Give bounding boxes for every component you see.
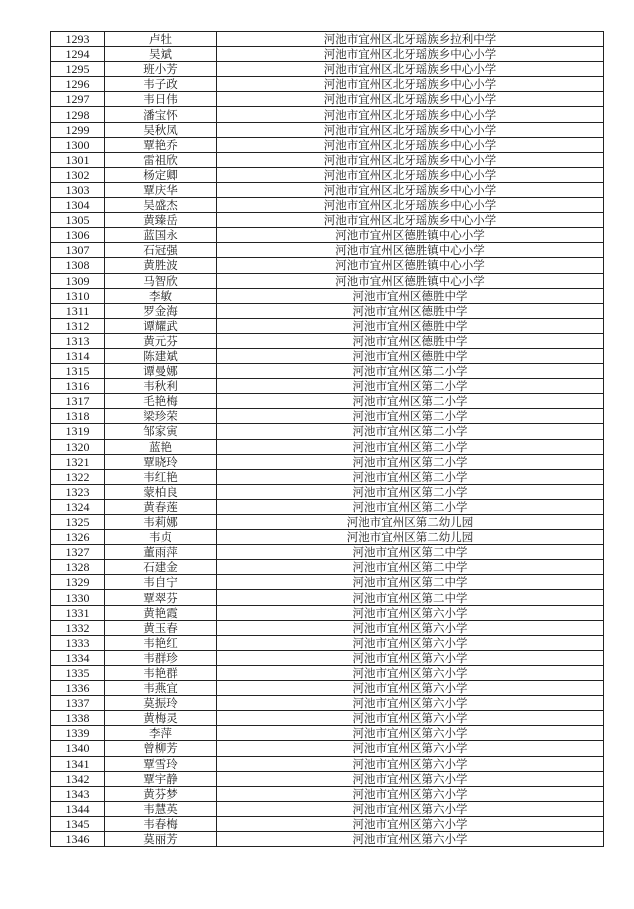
teacher-name-cell: 韦自宁 <box>105 575 217 590</box>
school-name-cell: 河池市宜州区第二小学 <box>217 484 604 499</box>
teacher-name-cell: 黄芬梦 <box>105 786 217 801</box>
table-row <box>51 198 604 213</box>
school-name-cell: 河池市宜州区德胜中学 <box>217 318 604 333</box>
school-name-cell: 河池市宜州区第六小学 <box>217 711 604 726</box>
school-name-cell: 河池市宜州区第六小学 <box>217 816 604 831</box>
school-name-cell: 河池市宜州区北牙瑶族乡中心小学 <box>217 182 604 197</box>
school-name-cell: 河池市宜州区德胜中学 <box>217 333 604 348</box>
table-row <box>51 801 604 816</box>
row-number-cell: 1326 <box>51 530 105 545</box>
row-number-cell: 1319 <box>51 424 105 439</box>
school-name-cell: 河池市宜州区第六小学 <box>217 650 604 665</box>
teacher-name-cell: 毛艳梅 <box>105 394 217 409</box>
table-row <box>51 696 604 711</box>
row-number-cell: 1308 <box>51 258 105 273</box>
row-number-cell: 1343 <box>51 786 105 801</box>
table-row <box>51 152 604 167</box>
school-name-cell: 河池市宜州区第二中学 <box>217 560 604 575</box>
table-row <box>51 303 604 318</box>
row-number-cell: 1330 <box>51 590 105 605</box>
teacher-name-cell: 黄胜波 <box>105 258 217 273</box>
row-number-cell: 1335 <box>51 665 105 680</box>
school-name-cell: 河池市宜州区第二中学 <box>217 590 604 605</box>
teacher-name-cell: 雷祖欣 <box>105 152 217 167</box>
row-number-cell: 1312 <box>51 318 105 333</box>
teacher-name-cell: 黄元芬 <box>105 333 217 348</box>
table-row <box>51 831 604 846</box>
teacher-name-cell: 韦艳红 <box>105 635 217 650</box>
row-number-cell: 1327 <box>51 545 105 560</box>
table-row <box>51 484 604 499</box>
table-row <box>51 439 604 454</box>
teacher-name-cell: 韦日伟 <box>105 92 217 107</box>
row-number-cell: 1316 <box>51 379 105 394</box>
row-number-cell: 1307 <box>51 243 105 258</box>
teacher-name-cell: 吴斌 <box>105 47 217 62</box>
school-name-cell: 河池市宜州区第六小学 <box>217 741 604 756</box>
teacher-name-cell: 莫丽芳 <box>105 831 217 846</box>
teacher-name-cell: 石建金 <box>105 560 217 575</box>
teacher-name-cell: 韦红艳 <box>105 469 217 484</box>
table-row <box>51 469 604 484</box>
row-number-cell: 1310 <box>51 288 105 303</box>
row-number-cell: 1294 <box>51 47 105 62</box>
teacher-name-cell: 韦贞 <box>105 530 217 545</box>
school-name-cell: 河池市宜州区第六小学 <box>217 831 604 846</box>
school-name-cell: 河池市宜州区第二幼儿园 <box>217 530 604 545</box>
row-number-cell: 1315 <box>51 364 105 379</box>
table-row <box>51 424 604 439</box>
teacher-name-cell: 罗金海 <box>105 303 217 318</box>
table-row <box>51 32 604 47</box>
row-number-cell: 1322 <box>51 469 105 484</box>
teacher-name-cell: 石冠强 <box>105 243 217 258</box>
teacher-name-cell: 卢牡 <box>105 32 217 47</box>
row-number-cell: 1341 <box>51 756 105 771</box>
row-number-cell: 1300 <box>51 137 105 152</box>
school-name-cell: 河池市宜州区北牙瑶族乡中心小学 <box>217 198 604 213</box>
teacher-name-cell: 黄艳霞 <box>105 605 217 620</box>
school-name-cell: 河池市宜州区第六小学 <box>217 665 604 680</box>
table-row <box>51 182 604 197</box>
school-name-cell: 河池市宜州区第六小学 <box>217 681 604 696</box>
school-name-cell: 河池市宜州区德胜镇中心小学 <box>217 228 604 243</box>
row-number-cell: 1309 <box>51 273 105 288</box>
row-number-cell: 1346 <box>51 831 105 846</box>
teacher-name-cell: 覃艳乔 <box>105 137 217 152</box>
table-row <box>51 258 604 273</box>
table-row <box>51 499 604 514</box>
table-row <box>51 454 604 469</box>
row-number-cell: 1328 <box>51 560 105 575</box>
row-number-cell: 1334 <box>51 650 105 665</box>
table-row <box>51 786 604 801</box>
teacher-name-cell: 蒙柏良 <box>105 484 217 499</box>
school-name-cell: 河池市宜州区北牙瑶族乡中心小学 <box>217 47 604 62</box>
teacher-name-cell: 韦秋利 <box>105 379 217 394</box>
table-row <box>51 409 604 424</box>
row-number-cell: 1325 <box>51 515 105 530</box>
school-name-cell: 河池市宜州区北牙瑶族乡中心小学 <box>217 107 604 122</box>
teacher-name-cell: 班小芳 <box>105 62 217 77</box>
row-number-cell: 1318 <box>51 409 105 424</box>
school-name-cell: 河池市宜州区第二小学 <box>217 409 604 424</box>
row-number-cell: 1299 <box>51 122 105 137</box>
table-row <box>51 167 604 182</box>
row-number-cell: 1336 <box>51 681 105 696</box>
table-row <box>51 318 604 333</box>
school-name-cell: 河池市宜州区第六小学 <box>217 801 604 816</box>
school-name-cell: 河池市宜州区北牙瑶族乡中心小学 <box>217 122 604 137</box>
school-name-cell: 河池市宜州区第二小学 <box>217 394 604 409</box>
row-number-cell: 1305 <box>51 213 105 228</box>
table-row <box>51 771 604 786</box>
roster-sheet <box>50 31 603 847</box>
teacher-name-cell: 陈建斌 <box>105 348 217 363</box>
school-name-cell: 河池市宜州区北牙瑶族乡中心小学 <box>217 137 604 152</box>
school-name-cell: 河池市宜州区第六小学 <box>217 771 604 786</box>
table-row <box>51 243 604 258</box>
teacher-name-cell: 谭耀武 <box>105 318 217 333</box>
teacher-name-cell: 覃雪玲 <box>105 756 217 771</box>
school-name-cell: 河池市宜州区第二小学 <box>217 454 604 469</box>
row-number-cell: 1332 <box>51 620 105 635</box>
row-number-cell: 1329 <box>51 575 105 590</box>
table-row <box>51 530 604 545</box>
row-number-cell: 1302 <box>51 167 105 182</box>
row-number-cell: 1304 <box>51 198 105 213</box>
table-row <box>51 333 604 348</box>
row-number-cell: 1333 <box>51 635 105 650</box>
teacher-name-cell: 覃宇静 <box>105 771 217 786</box>
table-row <box>51 575 604 590</box>
table-row <box>51 756 604 771</box>
table-row <box>51 726 604 741</box>
teacher-name-cell: 韦群珍 <box>105 650 217 665</box>
row-number-cell: 1342 <box>51 771 105 786</box>
teacher-name-cell: 潘宝怀 <box>105 107 217 122</box>
school-name-cell: 河池市宜州区德胜中学 <box>217 303 604 318</box>
row-number-cell: 1297 <box>51 92 105 107</box>
teacher-name-cell: 蓝艳 <box>105 439 217 454</box>
row-number-cell: 1324 <box>51 499 105 514</box>
teacher-name-cell: 李萍 <box>105 726 217 741</box>
table-row <box>51 122 604 137</box>
table-row <box>51 288 604 303</box>
school-name-cell: 河池市宜州区德胜中学 <box>217 348 604 363</box>
teacher-name-cell: 吴盛杰 <box>105 198 217 213</box>
table-row <box>51 92 604 107</box>
school-name-cell: 河池市宜州区第六小学 <box>217 786 604 801</box>
table-row <box>51 605 604 620</box>
row-number-cell: 1344 <box>51 801 105 816</box>
teacher-name-cell: 谭曼娜 <box>105 364 217 379</box>
school-name-cell: 河池市宜州区北牙瑶族乡中心小学 <box>217 92 604 107</box>
school-name-cell: 河池市宜州区第六小学 <box>217 620 604 635</box>
school-name-cell: 河池市宜州区第六小学 <box>217 635 604 650</box>
teacher-name-cell: 吴秋凤 <box>105 122 217 137</box>
table-row <box>51 364 604 379</box>
teacher-name-cell: 黄臻岳 <box>105 213 217 228</box>
school-name-cell: 河池市宜州区北牙瑶族乡拉利中学 <box>217 32 604 47</box>
teacher-name-cell: 邹家寅 <box>105 424 217 439</box>
school-name-cell: 河池市宜州区第二小学 <box>217 364 604 379</box>
school-name-cell: 河池市宜州区北牙瑶族乡中心小学 <box>217 152 604 167</box>
row-number-cell: 1306 <box>51 228 105 243</box>
table-row <box>51 62 604 77</box>
table-row <box>51 620 604 635</box>
teacher-name-cell: 覃翠芬 <box>105 590 217 605</box>
row-number-cell: 1295 <box>51 62 105 77</box>
school-name-cell: 河池市宜州区德胜中学 <box>217 288 604 303</box>
row-number-cell: 1323 <box>51 484 105 499</box>
teacher-name-cell: 黄梅灵 <box>105 711 217 726</box>
table-row <box>51 77 604 92</box>
table-row <box>51 816 604 831</box>
teacher-name-cell: 莫振玲 <box>105 696 217 711</box>
school-name-cell: 河池市宜州区北牙瑶族乡中心小学 <box>217 62 604 77</box>
school-name-cell: 河池市宜州区第二幼儿园 <box>217 515 604 530</box>
row-number-cell: 1331 <box>51 605 105 620</box>
row-number-cell: 1296 <box>51 77 105 92</box>
teacher-name-cell: 韦慧英 <box>105 801 217 816</box>
table-row <box>51 665 604 680</box>
table-row <box>51 545 604 560</box>
teacher-name-cell: 黄玉春 <box>105 620 217 635</box>
table-row <box>51 741 604 756</box>
roster-table <box>50 31 604 847</box>
row-number-cell: 1345 <box>51 816 105 831</box>
row-number-cell: 1293 <box>51 32 105 47</box>
teacher-name-cell: 韦燕宜 <box>105 681 217 696</box>
row-number-cell: 1338 <box>51 711 105 726</box>
row-number-cell: 1321 <box>51 454 105 469</box>
table-row <box>51 560 604 575</box>
school-name-cell: 河池市宜州区第二小学 <box>217 424 604 439</box>
school-name-cell: 河池市宜州区第六小学 <box>217 756 604 771</box>
teacher-name-cell: 曾柳芳 <box>105 741 217 756</box>
school-name-cell: 河池市宜州区第二中学 <box>217 575 604 590</box>
school-name-cell: 河池市宜州区德胜镇中心小学 <box>217 273 604 288</box>
teacher-name-cell: 韦艳群 <box>105 665 217 680</box>
roster-table-body <box>51 32 604 847</box>
teacher-name-cell: 韦春梅 <box>105 816 217 831</box>
teacher-name-cell: 覃庆华 <box>105 182 217 197</box>
row-number-cell: 1298 <box>51 107 105 122</box>
row-number-cell: 1313 <box>51 333 105 348</box>
school-name-cell: 河池市宜州区第二小学 <box>217 469 604 484</box>
teacher-name-cell: 覃晓玲 <box>105 454 217 469</box>
school-name-cell: 河池市宜州区德胜镇中心小学 <box>217 258 604 273</box>
school-name-cell: 河池市宜州区第六小学 <box>217 605 604 620</box>
teacher-name-cell: 蓝国永 <box>105 228 217 243</box>
table-row <box>51 515 604 530</box>
school-name-cell: 河池市宜州区北牙瑶族乡中心小学 <box>217 167 604 182</box>
table-row <box>51 273 604 288</box>
row-number-cell: 1320 <box>51 439 105 454</box>
school-name-cell: 河池市宜州区北牙瑶族乡中心小学 <box>217 213 604 228</box>
table-row <box>51 228 604 243</box>
table-row <box>51 590 604 605</box>
row-number-cell: 1311 <box>51 303 105 318</box>
table-row <box>51 137 604 152</box>
teacher-name-cell: 董雨萍 <box>105 545 217 560</box>
table-row <box>51 107 604 122</box>
teacher-name-cell: 韦子政 <box>105 77 217 92</box>
row-number-cell: 1314 <box>51 348 105 363</box>
school-name-cell: 河池市宜州区第二小学 <box>217 439 604 454</box>
teacher-name-cell: 李敏 <box>105 288 217 303</box>
row-number-cell: 1340 <box>51 741 105 756</box>
row-number-cell: 1337 <box>51 696 105 711</box>
school-name-cell: 河池市宜州区第二小学 <box>217 499 604 514</box>
teacher-name-cell: 韦莉娜 <box>105 515 217 530</box>
school-name-cell: 河池市宜州区北牙瑶族乡中心小学 <box>217 77 604 92</box>
table-row <box>51 711 604 726</box>
table-row <box>51 650 604 665</box>
table-row <box>51 635 604 650</box>
school-name-cell: 河池市宜州区第六小学 <box>217 696 604 711</box>
row-number-cell: 1303 <box>51 182 105 197</box>
table-row <box>51 379 604 394</box>
table-row <box>51 47 604 62</box>
school-name-cell: 河池市宜州区第二中学 <box>217 545 604 560</box>
table-row <box>51 394 604 409</box>
teacher-name-cell: 梁珍荣 <box>105 409 217 424</box>
table-row <box>51 348 604 363</box>
school-name-cell: 河池市宜州区第二小学 <box>217 379 604 394</box>
row-number-cell: 1339 <box>51 726 105 741</box>
teacher-name-cell: 杨定卿 <box>105 167 217 182</box>
row-number-cell: 1317 <box>51 394 105 409</box>
teacher-name-cell: 马智欣 <box>105 273 217 288</box>
table-row <box>51 213 604 228</box>
table-row <box>51 681 604 696</box>
teacher-name-cell: 黄春莲 <box>105 499 217 514</box>
school-name-cell: 河池市宜州区德胜镇中心小学 <box>217 243 604 258</box>
row-number-cell: 1301 <box>51 152 105 167</box>
school-name-cell: 河池市宜州区第六小学 <box>217 726 604 741</box>
